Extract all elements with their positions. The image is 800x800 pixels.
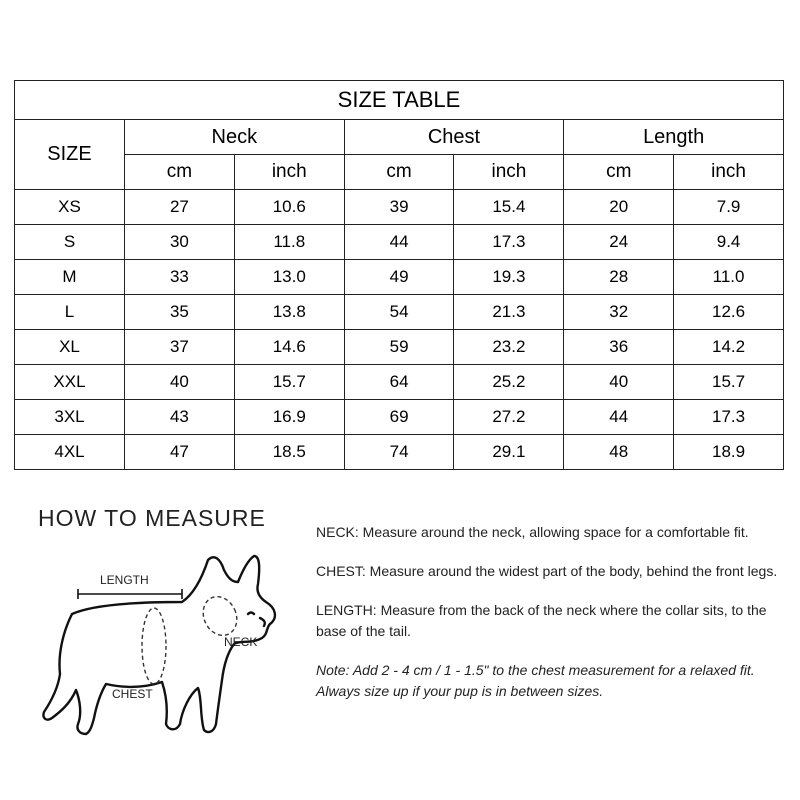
- measurement-cell: 18.9: [674, 435, 784, 470]
- size-cell: 4XL: [15, 435, 125, 470]
- fit-note: Note: Add 2 - 4 cm / 1 - 1.5" to the chest measurement for a relaxed fit. Always size up if your pup is in between sizes.: [316, 662, 755, 699]
- measurement-cell: 32: [564, 295, 674, 330]
- measurement-cell: 43: [125, 400, 235, 435]
- measurement-cell: 13.0: [234, 260, 344, 295]
- measurement-cell: 15.7: [674, 365, 784, 400]
- size-cell: XS: [15, 190, 125, 225]
- neck-measure-ring: [197, 591, 243, 641]
- unit-header: cm: [344, 155, 454, 190]
- measurement-cell: 64: [344, 365, 454, 400]
- measurement-cell: 9.4: [674, 225, 784, 260]
- size-cell: L: [15, 295, 125, 330]
- measurement-cell: 69: [344, 400, 454, 435]
- measurement-cell: 23.2: [454, 330, 564, 365]
- measurement-cell: 49: [344, 260, 454, 295]
- unit-header: inch: [674, 155, 784, 190]
- measurement-cell: 11.8: [234, 225, 344, 260]
- group-header-chest: Chest: [344, 120, 564, 155]
- unit-header: cm: [125, 155, 235, 190]
- measurement-cell: 19.3: [454, 260, 564, 295]
- measurement-cell: 74: [344, 435, 454, 470]
- measurement-cell: 12.6: [674, 295, 784, 330]
- how-to-measure-title: HOW TO MEASURE: [38, 505, 266, 531]
- unit-header: cm: [564, 155, 674, 190]
- measurement-cell: 30: [125, 225, 235, 260]
- measurement-cell: 11.0: [674, 260, 784, 295]
- size-cell: XL: [15, 330, 125, 365]
- unit-header: inch: [234, 155, 344, 190]
- diagram-label-chest: CHEST: [112, 687, 153, 701]
- table-row: [15, 400, 784, 435]
- size-cell: 3XL: [15, 400, 125, 435]
- size-cell: S: [15, 225, 125, 260]
- instruction-chest: CHEST: Measure around the widest part of the body, behind the front legs.: [316, 563, 778, 579]
- measurement-cell: 13.8: [234, 295, 344, 330]
- instruction-length: LENGTH: Measure from the back of the neck where the collar sits, to the base of the tail.: [316, 602, 767, 639]
- length-arrow: [78, 589, 182, 599]
- table-row: [15, 260, 784, 295]
- chest-measure-ring: [142, 608, 166, 684]
- size-table: [14, 80, 784, 470]
- table-body: [15, 190, 784, 470]
- measurement-cell: 29.1: [454, 435, 564, 470]
- measurement-cell: 48: [564, 435, 674, 470]
- size-column-header: SIZE: [15, 120, 125, 190]
- table-row: [15, 435, 784, 470]
- measurement-cell: 40: [564, 365, 674, 400]
- measurement-cell: 14.6: [234, 330, 344, 365]
- measurement-cell: 27.2: [454, 400, 564, 435]
- measurement-cell: 15.7: [234, 365, 344, 400]
- measurement-cell: 20: [564, 190, 674, 225]
- measurement-cell: 39: [344, 190, 454, 225]
- measurement-cell: 28: [564, 260, 674, 295]
- unit-header: inch: [454, 155, 564, 190]
- measurement-cell: 14.2: [674, 330, 784, 365]
- measurement-cell: 37: [125, 330, 235, 365]
- measurement-cell: 10.6: [234, 190, 344, 225]
- measurement-cell: 35: [125, 295, 235, 330]
- measurement-cell: 15.4: [454, 190, 564, 225]
- measurement-cell: 24: [564, 225, 674, 260]
- dog-measurement-diagram: [34, 548, 284, 748]
- size-cell: XXL: [15, 365, 125, 400]
- table-title: SIZE TABLE: [15, 81, 784, 120]
- diagram-label-length: LENGTH: [100, 573, 149, 587]
- measurement-cell: 36: [564, 330, 674, 365]
- measurement-cell: 44: [564, 400, 674, 435]
- measurement-cell: 33: [125, 260, 235, 295]
- measurement-cell: 59: [344, 330, 454, 365]
- measurement-cell: 40: [125, 365, 235, 400]
- measurement-cell: 54: [344, 295, 454, 330]
- table-row: [15, 295, 784, 330]
- measure-instructions: [316, 522, 794, 720]
- instruction-neck: NECK: Measure around the neck, allowing space for a comfortable fit.: [316, 524, 749, 540]
- size-cell: M: [15, 260, 125, 295]
- table-row: [15, 225, 784, 260]
- measurement-cell: 17.3: [454, 225, 564, 260]
- measurement-cell: 21.3: [454, 295, 564, 330]
- group-header-neck: Neck: [125, 120, 345, 155]
- measurement-cell: 27: [125, 190, 235, 225]
- measurement-cell: 47: [125, 435, 235, 470]
- diagram-label-neck: NECK: [224, 635, 258, 649]
- measurement-cell: 25.2: [454, 365, 564, 400]
- table-row: [15, 190, 784, 225]
- measurement-cell: 16.9: [234, 400, 344, 435]
- table-row: [15, 330, 784, 365]
- measurement-cell: 18.5: [234, 435, 344, 470]
- measurement-cell: 7.9: [674, 190, 784, 225]
- table-row: [15, 365, 784, 400]
- measurement-cell: 44: [344, 225, 454, 260]
- group-header-length: Length: [564, 120, 784, 155]
- measurement-cell: 17.3: [674, 400, 784, 435]
